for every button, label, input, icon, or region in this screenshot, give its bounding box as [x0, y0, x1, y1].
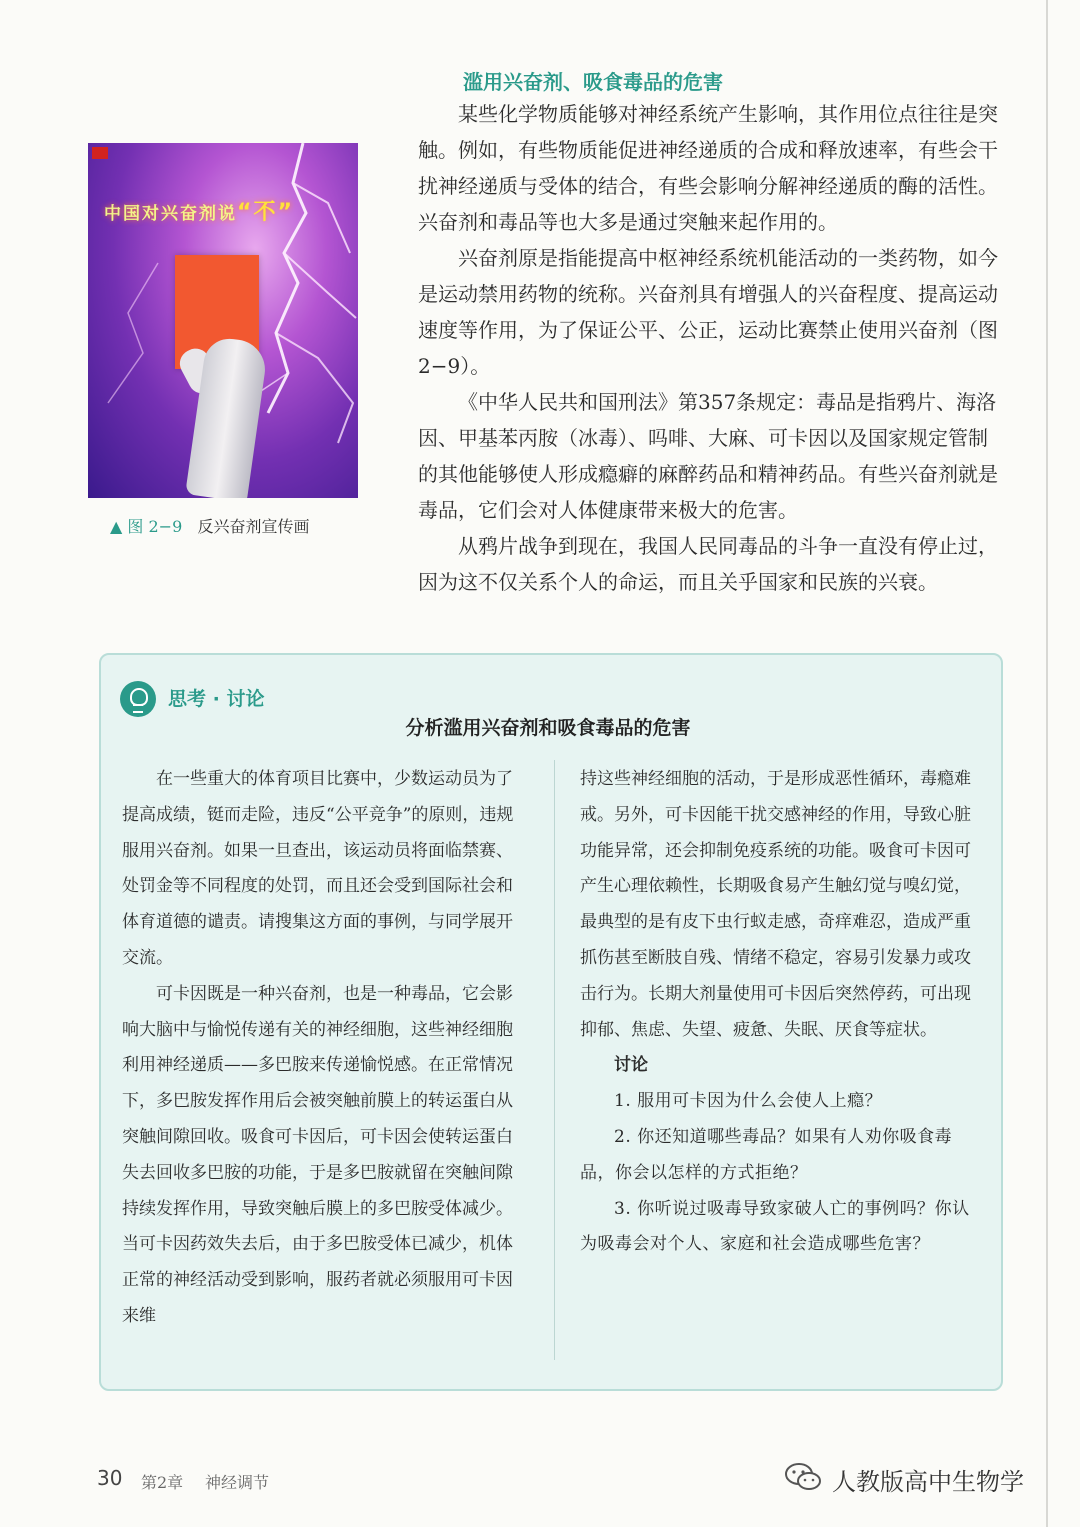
question-item: 1. 服用可卡因为什么会使人上瘾？ [614, 1091, 883, 1112]
section-paragraph: 从鸦片战争到现在，我国人民同毒品的斗争一直没有停止过，因为这不仅关系个人的命运，而且关乎国家和民族的兴衰。 [418, 534, 998, 594]
page-number: 30 [97, 1466, 123, 1490]
discussion-heading: 分析滥用兴奋剂和吸食毒品的危害 [405, 717, 691, 739]
section-paragraph: 某些化学物质能够对神经系统产生影响，其作用位点往往是突触。例如，有些物质能促进神经递质的合成和释放速率，有些会干扰神经递质与受体的结合，有些会影响分解神经递质的酶的活性。兴奋剂和毒品等也大多是通过突触来起作用的。 [418, 102, 998, 234]
caption-label: 图 2−9 [127, 517, 183, 536]
discussion-paragraph: 在一些重大的体育项目比赛中，少数运动员为了提高成绩，铤而走险，违反“公平竞争”的原则，违规服用兴奋剂。如果一旦查出，该运动员将面临禁赛、处罚金等不同程度的处罚，而且还会受到国际社会和体育道德的谴责。请搜集这方面的事例，与同学展开交流。 [122, 769, 514, 968]
question-item: 3. 你听说过吸毒导致家破人亡的事例吗？你认为吸毒会对个人、家庭和社会造成哪些危害？ [580, 1198, 970, 1255]
section-paragraph: 《中华人民共和国刑法》第357条规定：毒品是指鸦片、海洛因、甲基苯丙胺（冰毒）、吗啡、大麻、可卡因以及国家规定管制的其他能够使人形成瘾癖的麻醉药品和精神药品。有些兴奋剂就是毒品，它们会对人体健康带来极大的危害。 [418, 390, 998, 522]
poster-slogan-no: “不” [237, 200, 294, 225]
poster-slogan: 中国对兴奋剂说“不” [104, 200, 294, 225]
anti-doping-poster [88, 143, 358, 498]
caption-text: 反兴奋剂宣传画 [197, 517, 310, 536]
chapter-label: 第2章 [141, 1473, 184, 1492]
discussion-right-column [580, 762, 982, 1263]
discussion-paragraph-continued: 持这些神经细胞的活动，于是形成恶性循环，毒瘾难戒。另外，可卡因能干扰交感神经的作用，导致心脏功能异常，还会抑制免疫系统的功能。吸食可卡因可产生心理依赖性，长期吸食易产生触幻觉与嗅幻觉，最典型的是有皮下虫行蚁走感，奇痒难忍，造成严重抓伤甚至断肢自残、情绪不稳定，容易引发暴力或攻击行为。长期大剂量使用可卡因后突然停药，可出现抑郁、焦虑、失望、疲惫、失眠、厌食等症状。 [580, 769, 971, 1040]
discussion-label: 思考 · 讨论 [168, 688, 265, 710]
watermark-text: 人教版高中生物学 [832, 1468, 1024, 1496]
section-body [418, 96, 1000, 600]
chapter-title: 神经调节 [205, 1473, 270, 1492]
question-item: 2. 你还知道哪些毒品？如果有人劝你吸食毒品，你会以怎样的方式拒绝？ [580, 1126, 953, 1183]
section-paragraph: 兴奋剂原是指能提高中枢神经系统机能活动的一类药物，如今是运动禁用药物的统称。兴奋剂具有增强人的兴奋程度、提高运动速度等作用，为了保证公平、公正，运动比赛禁止使用兴奋剂（图2−9）。 [418, 246, 998, 378]
wechat-icon [784, 1462, 822, 1492]
caption-triangle-icon: ▲ [110, 517, 123, 536]
lightbulb-icon [120, 681, 156, 717]
discussion-left-column [122, 762, 522, 1335]
section-title: 滥用兴奋剂、吸食毒品的危害 [463, 70, 723, 94]
column-divider [554, 760, 555, 1360]
figure-caption [110, 514, 310, 537]
discussion-paragraph: 可卡因既是一种兴奋剂，也是一种毒品，它会影响大脑中与愉悦传递有关的神经细胞，这些神经细胞利用神经递质——多巴胺来传递愉悦感。在正常情况下，多巴胺发挥作用后会被突触前膜上的转运蛋白从突触间隙回收。吸食可卡因后，可卡因会使转运蛋白失去回收多巴胺的功能，于是多巴胺就留在突触间隙持续发挥作用，导致突触后膜上的多巴胺受体减少。当可卡因药效失去后，由于多巴胺受体已减少，机体正常的神经活动受到影响，服药者就必须服用可卡因来维 [122, 983, 513, 1326]
page-edge [1046, 0, 1048, 1527]
questions-heading: 讨论 [614, 1055, 648, 1076]
